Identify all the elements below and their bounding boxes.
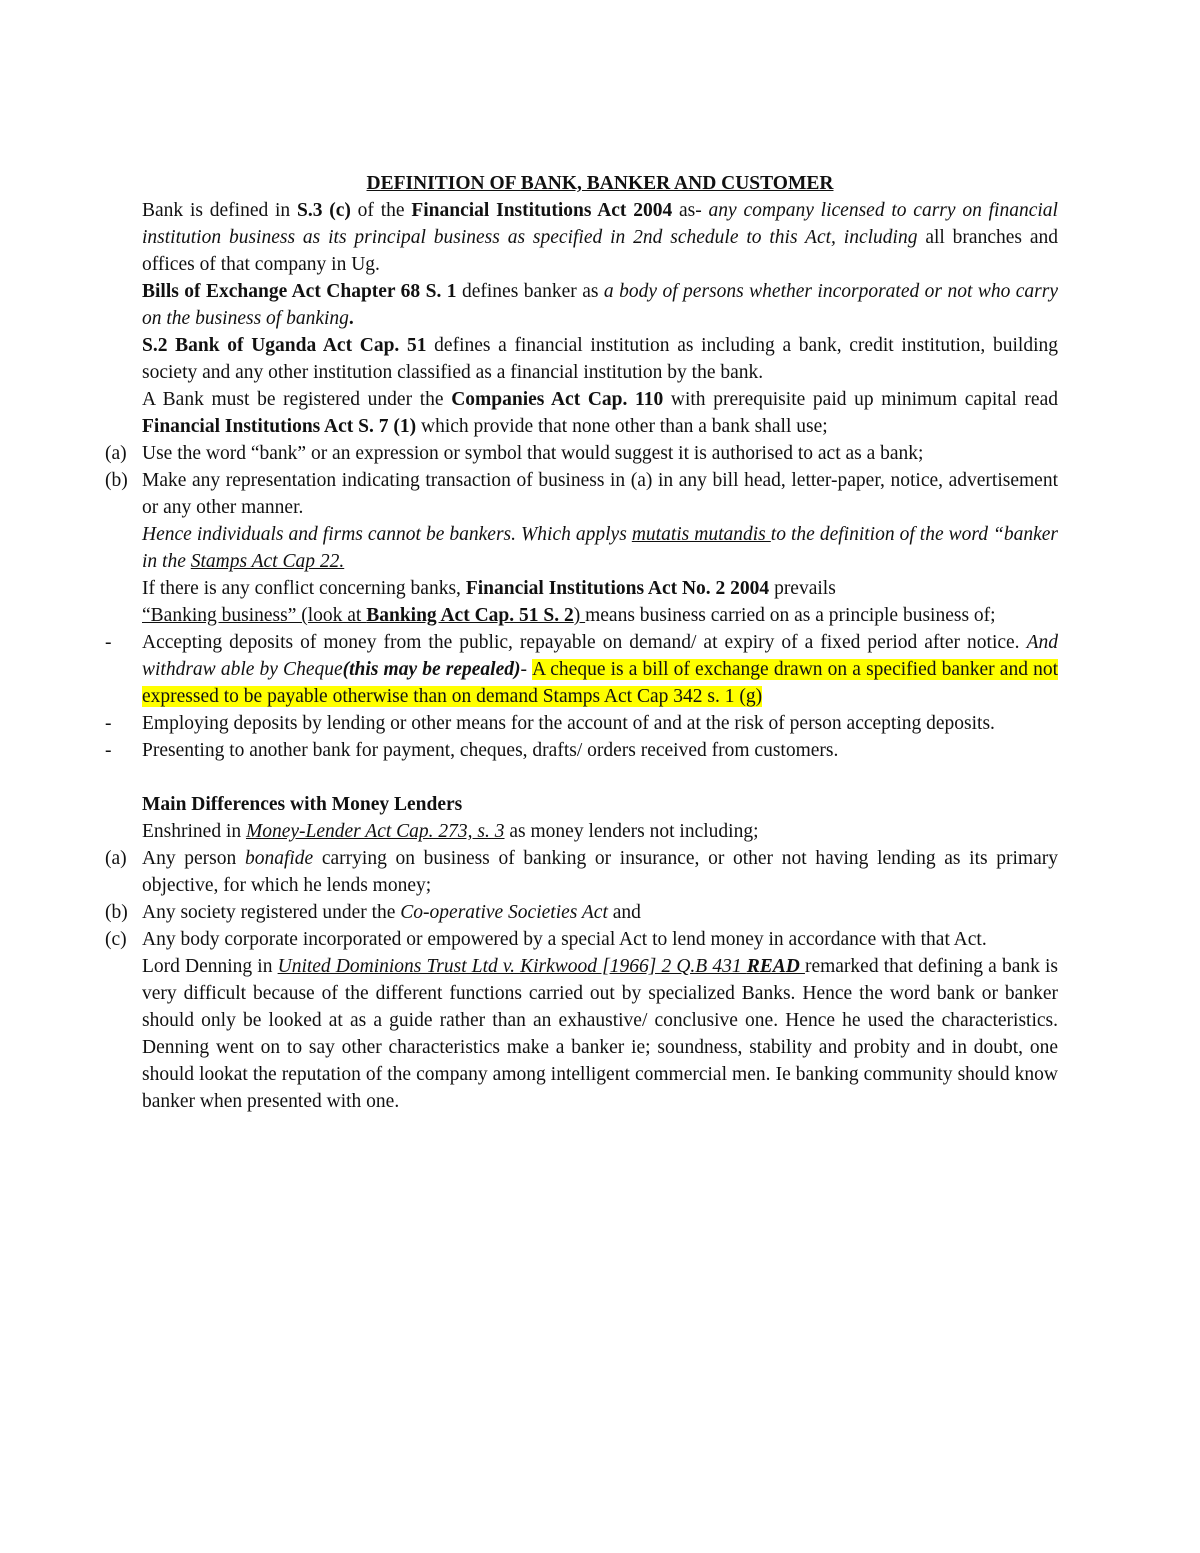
list-item (105, 710, 1058, 737)
paragraph-banker-definition (142, 278, 1058, 332)
list-marker: (b) (105, 470, 128, 491)
latin-phrase: mutatis mutandis (631, 524, 771, 545)
text: . (348, 308, 354, 329)
text: all branches and offices of that company in Ug. (142, 227, 1058, 275)
document-body (105, 197, 1059, 1115)
text: Lord Denning in (142, 956, 278, 977)
paragraph-registration (142, 386, 1058, 440)
act-reference: Companies Act Cap. 110 (451, 389, 664, 410)
text: as- (672, 200, 709, 221)
list-item (105, 440, 1058, 467)
list-item-text: Employing deposits by lending or other means for the account of and at the risk of person accepting deposits. (142, 713, 995, 734)
paragraph-banking-business (142, 602, 1058, 629)
text: Bank is defined in (142, 200, 297, 221)
text: - (520, 659, 533, 680)
text: prevails (769, 578, 836, 599)
text: of the (350, 200, 412, 221)
list-item-text: Any body corporate incorporated or empowered by a special Act to lend money in accordance with that Act. (142, 929, 987, 950)
list-marker: - (105, 740, 112, 761)
text: Any person (142, 848, 245, 869)
list-marker: - (105, 713, 112, 734)
text: “Banking business” (look at (142, 605, 367, 626)
text: Accepting deposits of money from the public, repayable on demand/ at expiry of a fixed period after notice. (142, 632, 1027, 653)
case-citation: United Dominions Trust Ltd v. Kirkwood [1966] 2 Q.B 431 (277, 956, 747, 977)
highlighted-text: A cheque is a bill of exchange drawn on a specified banker and not expressed to be payable otherwise than on demand Stamps Act Cap 342 s. 1 (g) (142, 659, 1059, 707)
list-item (105, 467, 1058, 521)
list-item (105, 899, 1058, 926)
text: remarked that defining a bank is very difficult because of the different functions carried out by specialized Banks. Hence the word bank or banker should only be looked at as a guide rather than an exhaustive/ conclusive one. Hence he used the characteristics. Denning went on to say other characteristics make a banker ie; soundness, stability and probity and in doubt, one should lookat the reputation of the company among intelligent commercial men. Ie banking community should know banker when presented with one. (142, 956, 1058, 1112)
text: (this may be repealed) (342, 659, 521, 680)
act-reference: Financial Institutions Act No. 2 2004 (465, 578, 770, 599)
list-marker: (a) (105, 848, 127, 869)
list-item-text: Make any representation indicating transaction of business in (a) in any bill head, letter-paper, notice, advertisement or any other manner. (142, 470, 1058, 518)
list-marker: (c) (105, 929, 127, 950)
list-item (105, 845, 1059, 899)
text: means business carried on as a principle business of; (585, 605, 996, 626)
text: defines a financial institution as including a bank, credit institution, building society and any other institution classified as a financial institution by the bank. (142, 335, 1058, 383)
text: with prerequisite paid up minimum capital read (663, 389, 1058, 410)
text: Hence individuals and firms cannot be bankers. Which applys (142, 524, 632, 545)
paragraph-enshrined (142, 818, 1058, 845)
list-marker: (a) (105, 443, 127, 464)
list-item-text: Presenting to another bank for payment, cheques, drafts/ orders received from customers. (142, 740, 839, 761)
text: If there is any conflict concerning banks, (142, 578, 466, 599)
act-reference: Bills of Exchange Act Chapter 68 S. 1 (142, 281, 457, 302)
text: Any society registered under the (142, 902, 401, 923)
act-reference: Banking Act Cap. 51 S. 2 (366, 605, 574, 626)
spacer (142, 764, 1058, 791)
text: as money lenders not including; (504, 821, 759, 842)
text: defines banker as (456, 281, 604, 302)
paragraph-conflict (142, 575, 1058, 602)
section-heading (142, 791, 1058, 818)
heading-text: Main Differences with Money Lenders (142, 794, 463, 815)
text: ) (573, 605, 586, 626)
text: Enshrined in (142, 821, 246, 842)
list-item (105, 629, 1059, 710)
act-reference: S.2 Bank of Uganda Act Cap. 51 (142, 335, 427, 356)
quoted-definition: a body of persons whether incorporated or not who carry on the business of banking (142, 281, 1059, 329)
act-reference: Stamps Act Cap 22. (190, 551, 345, 572)
list-marker: - (105, 632, 112, 653)
text: which provide that none other than a bank shall use; (416, 416, 828, 437)
text: to the definition of the word “banker in the (142, 524, 1059, 572)
act-reference: Money-Lender Act Cap. 273, s. 3 (245, 821, 505, 842)
document-title: DEFINITION OF BANK, BANKER AND CUSTOMER (366, 173, 834, 194)
quoted-definition: any company licensed to carry on financial institution business as its principal business as specified in 2nd schedule to this Act, including (142, 200, 1058, 248)
section-reference: S.3 (c) (296, 200, 351, 221)
text: carrying on business of banking or insurance, or other not having lending as its primary objective, for which he lends money; (142, 848, 1059, 896)
paragraph-hence-individuals (142, 521, 1058, 575)
paragraph-financial-institution (142, 332, 1058, 386)
paragraph-lord-denning (142, 953, 1058, 1115)
act-reference: Co-operative Societies Act (400, 902, 608, 923)
list-item (105, 737, 1058, 764)
act-reference: Financial Institutions Act S. 7 (1) (142, 416, 417, 437)
list-item-text: Use the word “bank” or an expression or symbol that would suggest it is authorised to act as a bank; (142, 443, 924, 464)
act-reference: Financial Institutions Act 2004 (411, 200, 673, 221)
paragraph-bank-definition (142, 197, 1058, 278)
text: bonafide (244, 848, 314, 869)
text: A Bank must be registered under the (142, 389, 452, 410)
list-marker: (b) (105, 902, 128, 923)
text: and (607, 902, 641, 923)
read-note: READ (746, 956, 805, 977)
text: And withdraw able by Cheque (142, 632, 1058, 680)
list-item (105, 926, 1058, 953)
